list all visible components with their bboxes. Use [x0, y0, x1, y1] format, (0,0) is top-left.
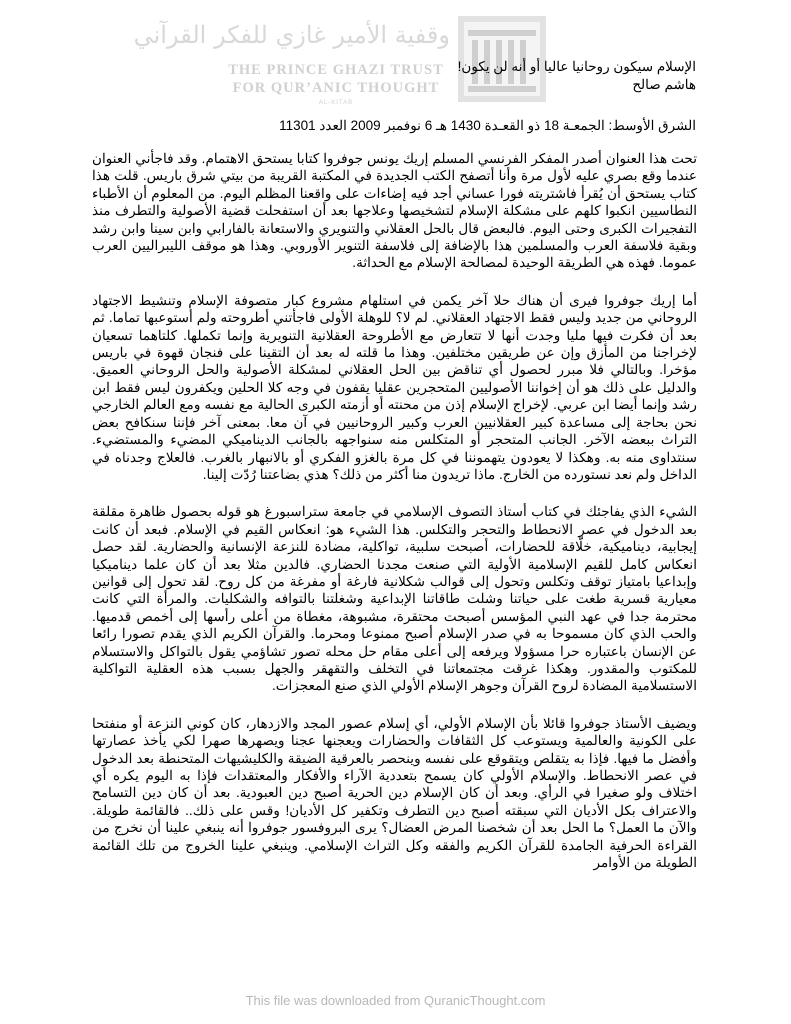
article-heading [276, 58, 696, 94]
download-footer-note: This file was downloaded from QuranicThought.com [245, 993, 546, 1008]
logo-subtext: AL-KITAB [318, 100, 354, 106]
article-paragraph: تحت هذا العنوان أصدر المفكر الفرنسي المسلم إريك يونس جوفروا كتابا يستحق الاهتمام. وقد فاجأني العنوان عندما وقع بصري عليه لأول مرة وأنا أتصفح الكتب الجديدة في المكتبة القريبة من بيتي شرق باريس. قلت هذا كتاب يستحق أن يُقرأ فاشتريته فورا عساني أجد فيه إضاءات على واقعنا المظلم اليوم. من المعلوم أن الأطباء النطاسيين انكبوا كلهم على مشكلة الإسلام لتشخيصها وعلاجها بعد أن استفحلت قضية الأصولية والتطرف منذ التفجيرات الكبرى وحتى اليوم. فالبعض قال بالحل العقلاني والتنويري والاستعانة بالفارابي وابن سينا وابن رشد وبقية فلاسفة العرب والمسلمين هذا بالإضافة إلى فلاسفة التنوير الأوروبي. وهذا هو موقف الليبراليين العرب عموما. فهذه هي الطريقة الوحيدة لمصالحة الإسلام مع الحداثة. [92, 151, 697, 271]
article-author: هاشم صالح [632, 77, 696, 92]
article-source: الشرق الأوسط: الجمعـة 18 ذو القعـدة 1430 هـ 6 نوفمبر 2009 العدد 11301 [279, 118, 696, 133]
article-title: الإسلام سيكون روحانيا عاليا أو أنه لن يكون! [457, 59, 696, 74]
logo-english-line1: THE PRINCE GHAZI TRUST [228, 62, 444, 78]
article-paragraph: الشيء الذي يفاجئك في كتاب أستاذ التصوف الإسلامي في جامعة ستراسبورغ هو قوله بحصول ظاهرة مقلقة بعد الدخول في عصر الانحطاط والتحجر والتكلس. هذا الشيء هو: انعكاس القيم في الإسلام. فبعد أن كانت إيجابية، ديناميكية، خلّاقة للحضارات، أصبحت سلبية، تواكلية، مضادة للنزعة الإنسانية والحضارية. لقد حصل انعكاس كامل للقيم الإسلامية الأولية التي صنعت مجدنا الحضاري. فالدين مثلا بعد أن كان علما ديناميكيا وإبداعيا بامتياز توقف وتكلس وتحول إلى قوالب شكلانية فارغة أو مفرغة من كل روح. لقد تحول إلى قوانين معيارية قسرية طغت على حياتنا وشلت طاقاتنا الإبداعية وشغلتنا بالتوافه والشكليات. والمرأة التي كانت محترمة جدا في عهد النبي المؤسس أصبحت محتقرة، مشبوهة، مغطاة من أعلى رأسها إلى أخمص قدميها. والحب الذي كان مسموحا به في صدر الإسلام أصبح ممنوعا ومحرما. والقرآن الكريم الذي يقدم تصورا رائعا عن الإنسان باعتباره حرا مسؤولا ويرفعه إلى أعلى مقام حل محله تصور تشاؤمي يقول بالتواكل والاستسلام للمكتوب والمقدور. وهكذا غرقت مجتمعاتنا في التخلف والتقهقر والجهل بسبب هذه العقلية التواكلية الاستسلامية المضادة لروح القرآن وجوهر الإسلام الأولي الذي صنع المعجزات. [92, 504, 697, 694]
logo-arabic-text: وقفية الأمير غازي للفكر القرآني [133, 21, 450, 49]
article-paragraph: أما إريك جوفروا فيرى أن هناك حلا آخر يكمن في استلهام مشروع كبار متصوفة الإسلام وتنشيط الاجتهاد الروحاني من جديد وليس فقط الاجتهاد العقلاني. لم لا؟ للوهلة الأولى فاجأتني أطروحته ولم أستوعبها تماما. ثم بعد أن فكرت فيها مليا وجدت أنها لا تتعارض مع الأطروحة العقلانية التنويرية وإنما تكملها. كلتاهما تسعيان لإخراجنا من المأزق وإن عن طريقين مختلفين. وهذا ما قلته له بعد أن التقينا على فنجان قهوة في باريس مؤخرا. وبالتالي فلا مبرر لحصول أي تناقض بين الحل العقلاني لمشكلة الأصولية والحل الروحاني العميق. والدليل على ذلك هو أن إخواننا الأصوليين المتحجرين عقليا يقفون في وجه كلا الحلين ويكفرون ليس فقط ابن رشد وإنما أيضا ابن عربي. لإخراج الإسلام إذن من محنته أو أزمته الكبرى الحالية مع نفسه ومع العالم الخارجي نحن بحاجة إلى مساعدة كبير العقلانيين العرب وكبير الروحانيين في آن معا. بمعنى آخر فإننا سنكافح بعض التراث ببعضه الآخر. الجانب المتحجر أو المتكلس منه سنواجهه بالجانب الديناميكي المضيء والمستضيء. سنتداوى منه به. وهكذا لا يعودون يتهموننا في كل مرة بالغزو الفكري أو بالانبهار بالغرب. فالعلاج وجدناه في الداخل ولم نعد نستورده من الخارج. ماذا تريدون منا أكثر من ذلك؟ هذي بضاعتنا رُدّت إلينا. [92, 292, 697, 482]
article-paragraph: ويضيف الأستاذ جوفروا قائلا بأن الإسلام الأولي، أي إسلام عصور المجد والازدهار، كان كوني النزعة أو منفتحا على الكونية والعالمية ويستوعب كل الثقافات والحضارات ويعجنها عجنا ويصهرها صهرا لكي يأخذ عصارتها وأفضل ما فيها. فإذا به يتقلص ويتقوقع على نفسه وينحصر بالعرقية الضيقة والكليشيهات المتحنطة بعد الدخول في عصر الانحطاط. والإسلام الأولي كان يسمح بتعددية الآراء والأفكار والمعتقدات فإذا به اليوم يكره أي اختلاف ولو صغيرا في الرأي. وبعد أن كان الإسلام دين الحرية أصبح دين العبودية. بعد أن كان دين التسامح والاعتراف بكل الأديان التي سبقته أصبح دين التطرف وتكفير كل الأديان! وقس على ذلك.. فالقائمة طويلة. والآن ما العمل؟ ما الحل بعد أن شخصنا المرض العضال؟ يرى البروفسور جوفروا أنه ينبغي علينا أن نخرج من القراءة الحرفية الجامدة للقرآن الكريم والفقه وكل التراث الإسلامي. وينبغي علينا الخروج من تلك القائمة الطويلة من الأوامر [92, 715, 697, 871]
logo-english-line2: FOR QUR’ANIC THOUGHT [232, 80, 440, 96]
article-body [92, 150, 697, 891]
